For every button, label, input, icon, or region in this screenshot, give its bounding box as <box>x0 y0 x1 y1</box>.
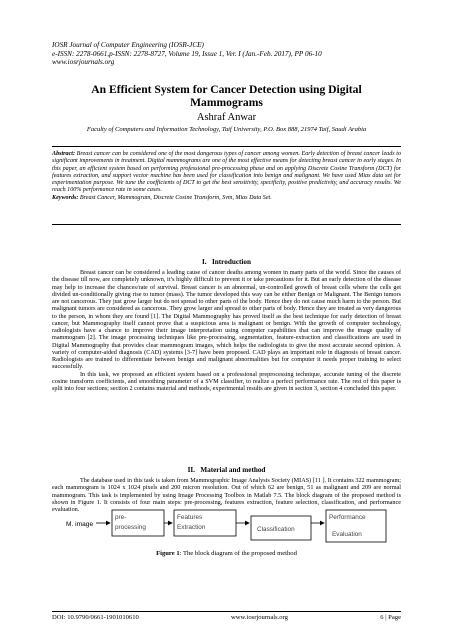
footer-page-number: 6 | Page <box>380 614 401 621</box>
abstract-block <box>52 146 401 225</box>
abstract-text: Breast cancer can be considered one of the most dangerous types of cancer among women. Early detection of breast cancer leads to significant improvements in treatment. Digital mammograms are one of the most effective means for detecting breast cancer in early stages. In this paper, an efficient system based on performing professional pre-processing phase and on applying Discrete Cosine Transform (DCT) for features extraction, and support vector machine has been used for classification into benign and malignant. We have used Mias data set for experimentation purpose. We tune the coefficients of DCT to get the best sensitivity, specificity, positive predictivity, and accuracy results. We reach 100% performance rate in some cases. <box>52 151 401 194</box>
block-diagram-svg <box>52 508 401 552</box>
paper-title <box>60 83 393 109</box>
author-affiliation: Faculty of Computers and Information Technology, Taif University, P.O. Box 888, 21974 Taif, Saudi Arabia <box>86 126 367 133</box>
material-method-paragraph-1: The database used in this task is taken from Mammographic Image Analysis Society (MIAS) [11 ]. It contains 322 mammogram; each mammogram is 1024 x 1024 pixels and 200 micron resolution. Out of which 62 are benign, 51 as malignant and 209 are normal mammogram. This task is implemented by using Image Processing Toolbox in Matlab 7.5. The block diagram of the proposed method is shown in Figure 1. It consists of four main steps: pre-processing, features extraction, feature selection, classification, and performance evaluation. <box>52 477 401 513</box>
keywords-label: Keywords: <box>52 194 79 201</box>
journal-header <box>52 41 322 67</box>
box-preprocessing-line-1: pre- <box>115 514 127 521</box>
author-name: Ashraf Anwar <box>196 112 257 123</box>
block-diagram <box>52 508 401 552</box>
box-classification-line-1: Classification <box>257 526 295 533</box>
title-line-1: An Efficient System for Cancer Detection using Digital <box>91 83 362 96</box>
input-label-m-image: M. image <box>66 521 94 528</box>
introduction-paragraph-2: In this task, we proposed an efficient system based on a professional preprocessing technique, accurate tuning of the discrete cosine transform coefficients, and smoothing parameter of a SVM classifier, to realize a perfect performance rate. The rest of this paper is split into four sections; section 2 contains material and methods, experimental results are given in section 3, section 4 concluded this paper. <box>52 370 401 392</box>
section-heading-introduction: I. Introduction <box>202 258 251 266</box>
abstract <box>52 151 401 195</box>
footer-doi: DOI: 10.9790/0661-1901010610 <box>52 614 139 621</box>
journal-url[interactable]: www.iosrjournals.org <box>52 58 115 67</box>
journal-name: IOSR Journal of Computer Engineering (IOSR-JCE) <box>52 41 204 49</box>
section-heading-material-method: II. Material and method <box>187 466 266 474</box>
footer-site[interactable]: www.iosrjournals.org <box>231 614 288 621</box>
title-line-2: Mammograms <box>190 96 263 110</box>
figure-caption-label: Figure 1 <box>156 550 180 557</box>
keywords <box>52 195 401 202</box>
introduction-paragraph-1: Breast cancer can be considered a leading cause of cancer deaths among women in many parts of the world. Since the causes of the disease till now, are completely unknown, it’s highly difficult to prevent it or take precautions for it. But an early detection of the disease may help to increase the chances/rate of survival. Breast cancer is an abnormal, un-controlled growth of breast cells where the cells get divided un-conditionally giving rise to tumor (mass). The tumor developed this way can be either Benign or Malignant. The Benign tumors are not cancerous. They just grow larger but do not spread to other parts of the body. Hence they do not cause much harm to the person. But malignant tumors are considered as cancerous. They grow larger and spread to other parts of body. Hence they are treated as very dangerous to the person, in whom they are found [1]. The Digital Mammography has proved itself as the best technique for early detection of breast cancer, but Mammography itself cannot prove that a suspicious area is malignant or benign. With the growth of computer technology, radiologists have a chance to improve their image interpretation using computer capabilities that can improve the image quality of mammogram [2]. The image processing techniques like pre-processing, segmentation, feature-extraction and classifications are used in Digital Mammography that provides clear mammogram images, which helps the radiologists to give the most accurate second opinion. A variety of computer-aided diagnosis (CAD) systems [3-7] have been proposed. CAD plays an important role in diagnosis of breast cancer. Radiologists are trained to differentiate between benign and malignant abnormalities but for computer it needs proper training to select successfully. <box>52 269 401 371</box>
footer-divider <box>52 611 401 612</box>
box-features-line-1: Features <box>177 514 203 521</box>
figure-caption-text: : The block diagram of the proposed method <box>179 550 297 557</box>
figure-caption <box>0 550 453 557</box>
abstract-label: Abstract: <box>52 151 76 157</box>
box-features-line-2: Extraction <box>177 524 206 531</box>
journal-issn: e-ISSN: 2278-0661,p-ISSN: 2278-8727, Volume 19, Issue 1, Ver. I (Jan.-Feb. 2017), PP 06-10 <box>52 49 322 58</box>
introduction-body <box>52 269 401 392</box>
keywords-text: Breast Cancer, Mammogram, Discrete Cosine Transform, Svm, Mias Data Set. <box>78 194 272 201</box>
box-performance-line-2: Evaluation <box>332 531 362 538</box>
box-preprocessing-line-2: processing <box>115 524 146 531</box>
box-performance-line-1: Performance <box>329 514 366 521</box>
